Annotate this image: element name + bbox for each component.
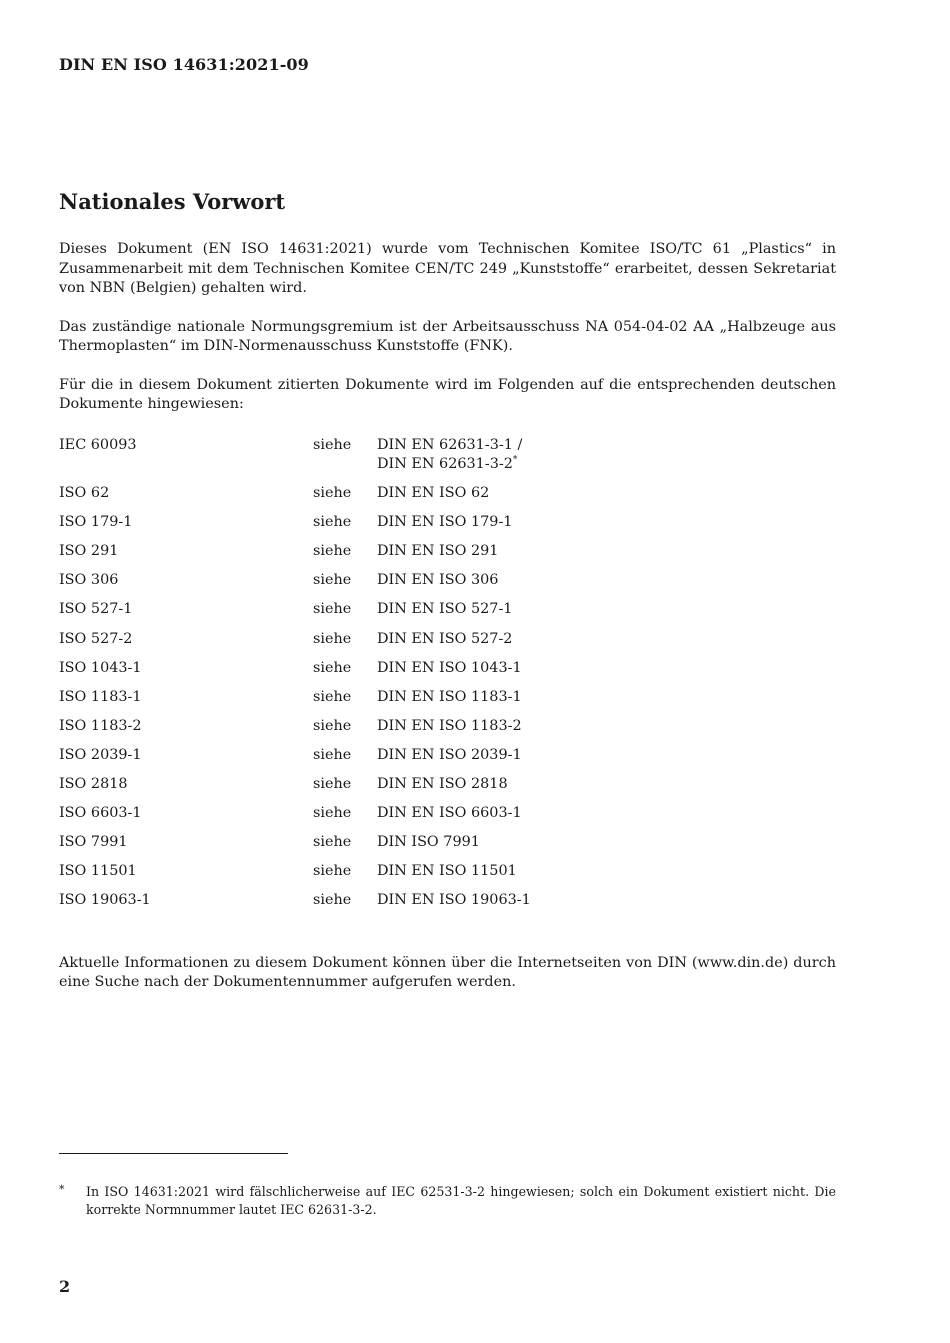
- reference-target: DIN EN ISO 2039-1: [377, 746, 522, 763]
- reference-see: siehe: [313, 688, 352, 705]
- reference-source: ISO 291: [59, 543, 119, 560]
- reference-row: [59, 513, 836, 542]
- reference-source: ISO 62: [59, 485, 110, 502]
- reference-target: DIN EN ISO 62: [377, 485, 490, 502]
- reference-see: siehe: [313, 776, 352, 793]
- reference-source: ISO 527-2: [59, 630, 133, 647]
- reference-source: ISO 19063-1: [59, 892, 151, 909]
- paragraph-standards-body: Das zuständige nationale Normungsgremium ist der Arbeitsausschuss NA 054-04-02 AA „Halbzeuge aus Thermoplasten“ im DIN-Normenausschuss Kunststoffe (FNK).: [59, 318, 836, 354]
- reference-row: [59, 659, 836, 688]
- reference-row: [59, 542, 836, 571]
- reference-row: [59, 600, 836, 629]
- reference-target: DIN EN ISO 1183-1: [377, 688, 522, 705]
- reference-source: ISO 2039-1: [59, 746, 142, 763]
- reference-row: [59, 630, 836, 659]
- reference-see: siehe: [313, 543, 352, 560]
- reference-see: siehe: [313, 834, 352, 851]
- reference-row: [59, 717, 836, 746]
- footnote: [59, 1183, 836, 1219]
- reference-target: DIN EN ISO 291: [377, 543, 499, 560]
- reference-source: ISO 7991: [59, 834, 128, 851]
- reference-target-line: DIN EN 62631-3-1 /: [377, 436, 523, 453]
- reference-target-line: [377, 455, 836, 475]
- reference-row: [59, 891, 836, 920]
- footnote-text: In ISO 14631:2021 wird fälschlicherweise auf IEC 62531-3-2 hingewiesen; solch ein Dokument existiert nicht. Die korrekte Normnummer lautet IEC 62631-3-2.: [86, 1184, 836, 1217]
- reference-row: [59, 833, 836, 862]
- reference-row: [59, 862, 836, 891]
- paragraph-committee: Dieses Dokument (EN ISO 14631:2021) wurde vom Technischen Komitee ISO/TC 61 „Plastics“ in Zusammenarbeit mit dem Technischen Komitee CEN/TC 249 „Kunststoffe“ erarbeitet, dessen Sekretariat von NBN (Belgien) gehalten wird.: [59, 241, 836, 296]
- reference-see: siehe: [313, 659, 352, 676]
- reference-see: siehe: [313, 485, 352, 502]
- reference-row: [59, 804, 836, 833]
- reference-source: ISO 1183-1: [59, 688, 142, 705]
- reference-see: siehe: [313, 863, 352, 880]
- reference-row: [59, 688, 836, 717]
- reference-see: siehe: [313, 892, 352, 909]
- document-body: [59, 240, 836, 1012]
- reference-target: DIN EN ISO 1043-1: [377, 659, 522, 676]
- reference-source: ISO 306: [59, 572, 119, 589]
- section-title: Nationales Vorwort: [59, 189, 286, 214]
- reference-see: siehe: [313, 514, 352, 531]
- reference-target: DIN EN ISO 1183-2: [377, 717, 522, 734]
- footnote-marker: *: [59, 1183, 65, 1196]
- paragraph-closing: Aktuelle Informationen zu diesem Dokument können über die Internetseiten von DIN (www.din.de) durch eine Suche nach der Dokumentennummer aufgerufen werden.: [59, 954, 836, 990]
- page-number: 2: [59, 1277, 71, 1296]
- reference-target: DIN ISO 7991: [377, 834, 480, 851]
- reference-source: ISO 2818: [59, 776, 128, 793]
- reference-target: DIN EN ISO 306: [377, 572, 499, 589]
- reference-target-text: DIN EN 62631-3-2: [377, 456, 513, 472]
- reference-row: [59, 484, 836, 513]
- reference-see: siehe: [313, 601, 352, 618]
- reference-row: [59, 571, 836, 600]
- reference-source: ISO 6603-1: [59, 805, 142, 822]
- reference-see: siehe: [313, 436, 352, 453]
- document-header: DIN EN ISO 14631:2021-09: [59, 55, 309, 74]
- paragraph-references-intro: Für die in diesem Dokument zitierten Dokumente wird im Folgenden auf die entsprechenden deutschen Dokumente hingewiesen:: [59, 376, 836, 412]
- reference-see: siehe: [313, 717, 352, 734]
- reference-target: DIN EN ISO 19063-1: [377, 892, 531, 909]
- reference-target: DIN EN ISO 2818: [377, 776, 508, 793]
- reference-source: ISO 179-1: [59, 514, 133, 531]
- reference-source: IEC 60093: [59, 436, 137, 453]
- reference-see: siehe: [313, 572, 352, 589]
- reference-row: [59, 746, 836, 775]
- reference-see: siehe: [313, 630, 352, 647]
- reference-source: ISO 1183-2: [59, 717, 142, 734]
- reference-source: ISO 1043-1: [59, 659, 142, 676]
- reference-target: DIN EN ISO 6603-1: [377, 805, 522, 822]
- reference-target: [377, 436, 836, 485]
- footnote-reference-marker: *: [512, 455, 518, 466]
- reference-see: siehe: [313, 746, 352, 763]
- reference-row: [59, 436, 836, 485]
- reference-source: ISO 11501: [59, 863, 137, 880]
- reference-target: DIN EN ISO 179-1: [377, 514, 513, 531]
- reference-see: siehe: [313, 805, 352, 822]
- reference-row: [59, 775, 836, 804]
- footnote-divider: [59, 1153, 288, 1154]
- reference-source: ISO 527-1: [59, 601, 133, 618]
- reference-target: DIN EN ISO 527-2: [377, 630, 513, 647]
- reference-target: DIN EN ISO 527-1: [377, 601, 513, 618]
- reference-table: [59, 436, 836, 921]
- reference-target: DIN EN ISO 11501: [377, 863, 517, 880]
